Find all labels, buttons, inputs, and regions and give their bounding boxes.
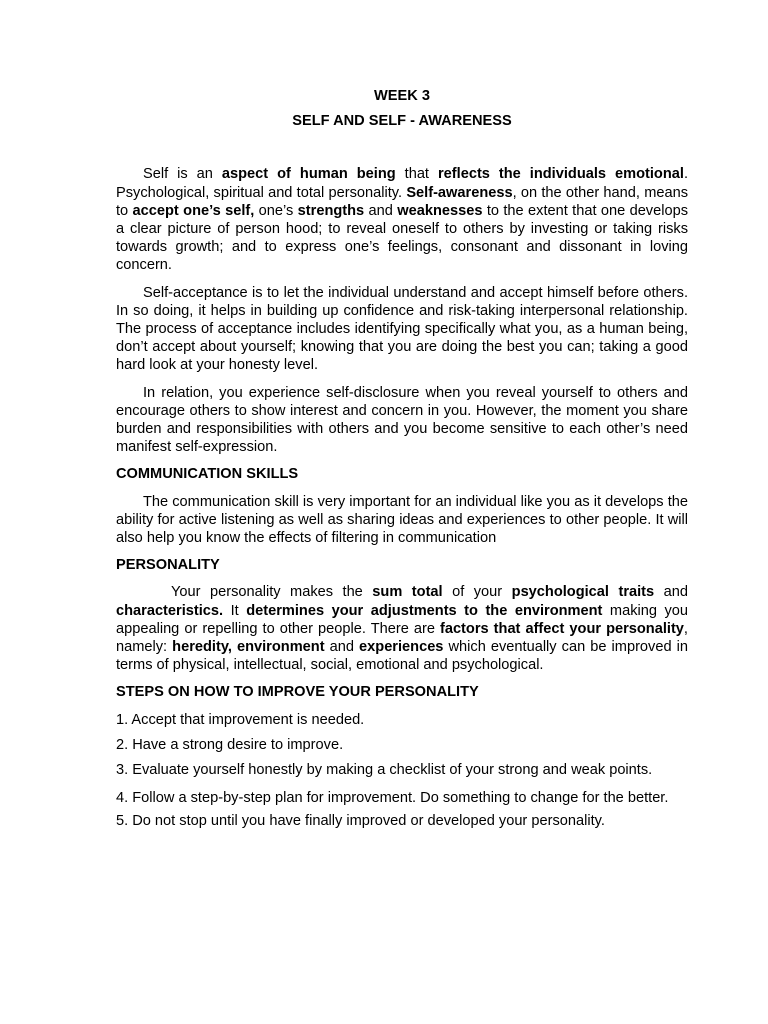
intro-text: . Psychological, spiritual and total personality. — [116, 166, 688, 201]
intro-bold: weaknesses — [397, 202, 483, 219]
personality-text: It — [223, 602, 247, 619]
personality-bold: sum total — [372, 584, 443, 601]
personality-text: of your — [442, 584, 512, 601]
communication-paragraph: The communication skill is very important for an individual like you as it develops the ability for active listening as well as sharing ideas and experiences to other people. It will also help you know the effects of filtering in communication — [116, 493, 688, 547]
personality-heading: PERSONALITY — [116, 557, 220, 574]
page-title: SELF AND SELF - AWARENESS — [292, 113, 512, 130]
intro-paragraph — [116, 165, 688, 274]
step-item: 5. Do not stop until you have finally improved or developed your personality. — [116, 813, 605, 830]
personality-bold: experiences — [359, 639, 444, 656]
intro-bold: accept one’s self, — [132, 202, 255, 219]
personality-bold: factors that affect your personality — [439, 620, 684, 637]
personality-paragraph — [116, 583, 688, 674]
personality-bold: determines your adjustments to the environment — [246, 602, 603, 619]
steps-heading: STEPS ON HOW TO IMPROVE YOUR PERSONALITY — [116, 684, 479, 701]
intro-text: that — [395, 166, 438, 183]
personality-text: which eventually can be improved in terms of physical, intellectual, social, emotional and psychological. — [116, 639, 688, 674]
intro-text: Self is an — [143, 166, 222, 183]
personality-text: Your personality makes the — [171, 584, 373, 601]
personality-bold: psychological traits — [511, 584, 655, 601]
personality-bold: characteristics. — [116, 602, 224, 619]
steps-list — [116, 711, 688, 831]
personality-text: making you appealing or repelling to other people. There are — [116, 602, 689, 637]
step-item: 4. Follow a step-by-step plan for improvement. Do something to change for the better. — [116, 790, 669, 807]
intro-text: to the extent that one develops a clear picture of person hood; to reveal oneself to others by investing or taking risks towards growth; and to express one’s feelings, consonant and dissonant in loving concern. — [116, 202, 688, 274]
intro-text: , on the other hand, means to — [116, 184, 689, 219]
step-item: 3. Evaluate yourself honestly by making a checklist of your strong and weak points. — [116, 762, 653, 779]
self-acceptance-paragraph: Self-acceptance is to let the individual understand and accept himself before others. In so doing, it helps in building up confidence and risk-taking interpersonal relationship. The process of acceptance includes identifying specifically what you, as a human being, don’t accept about yourself; knowing that you are doing the best you can; taking a good hard look at your honesty level. — [116, 284, 688, 374]
personality-text: , namely: — [116, 620, 688, 656]
personality-bold: heredity, environment — [172, 639, 325, 656]
personality-text: and — [654, 584, 688, 601]
intro-bold: strengths — [297, 202, 365, 219]
document-content — [116, 87, 688, 838]
intro-text: and — [364, 202, 398, 219]
self-disclosure-paragraph: In relation, you experience self-disclosure when you reveal yourself to others and encourage others to show interest and concern in you. However, the moment you share burden and responsibilities with others and you become sensitive to each other’s need manifest self-expression. — [116, 384, 688, 456]
personality-text: and — [324, 639, 360, 656]
week-label: WEEK 3 — [374, 88, 430, 104]
intro-bold: aspect of human being — [221, 166, 396, 183]
intro-bold: Self-awareness — [406, 184, 513, 201]
communication-heading: COMMUNICATION SKILLS — [116, 466, 299, 483]
step-item: 2. Have a strong desire to improve. — [116, 736, 344, 753]
intro-text: one’s — [254, 202, 298, 219]
intro-bold: reflects the individuals emotional — [438, 166, 684, 183]
step-item: 1. Accept that improvement is needed. — [116, 711, 365, 728]
